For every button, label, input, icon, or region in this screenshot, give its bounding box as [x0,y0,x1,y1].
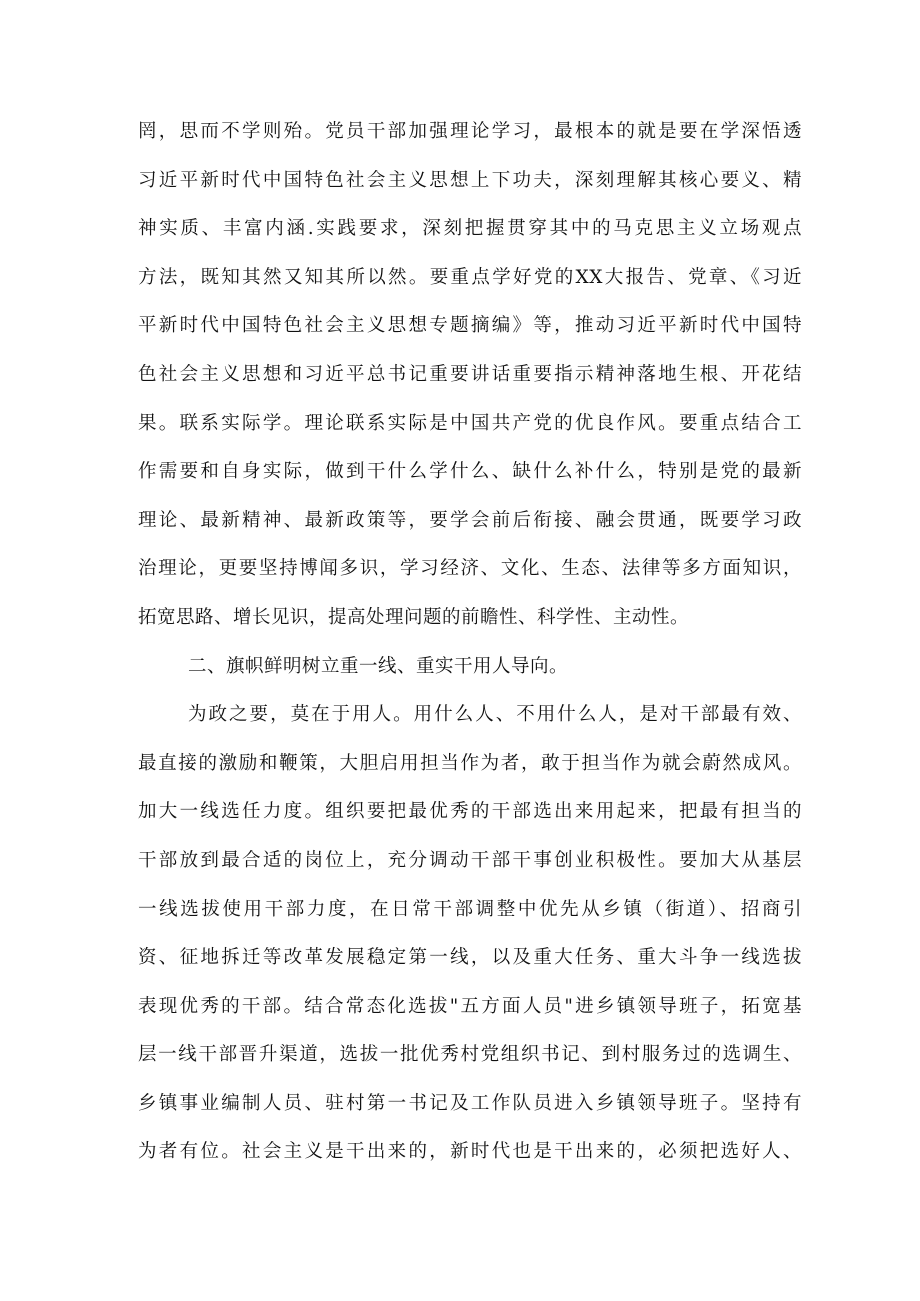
text-line: 干部放到最合适的岗位上，充分调动干部干事创业积极性。要加大从基层 [138,849,802,871]
text-line: 最直接的激励和鞭策，大胆启用担当作为者，敢于担当作为就会蔚然成风。 [138,752,802,774]
text-line: 表现优秀的干部。结合常态化选拔"五方面人员"进乡镇领导班子，拓宽基 [138,995,802,1017]
text-line: 层一线干部晋升渠道，选拔一批优秀村党组织书记、到村服务过的选调生、 [138,1044,802,1066]
text-line: 治理论，更要坚持博闻多识，学习经济、文化、生态、法律等多方面知识， [138,558,802,580]
text-line: 加大一线选任力度。组织要把最优秀的干部选出来用起来，把最有担当的 [138,801,802,823]
text-line: 理论、最新精神、最新政策等，要学会前后衔接、融会贯通，既要学习政 [138,509,802,531]
document-body [138,108,802,1177]
text-line: 罔，思而不学则殆。党员干部加强理论学习，最根本的就是要在学深悟透 [138,121,802,142]
text-line: 一线选拔使用干部力度，在日常干部调整中优先从乡镇（街道）、招商引 [138,898,802,920]
heading-line: 二、旗帜鲜明树立重一线、重实干用人导向。 [188,655,569,677]
text-line: 方法，既知其然又知其所以然。要重点学好党的XX大报告、党章、《习近 [138,266,802,288]
text-line: 平新时代中国特色社会主义思想专题摘编》等，推动习近平新时代中国特 [138,315,802,337]
text-line: 拓宽思路、增长见识，提高处理问题的前瞻性、科学性、主动性。 [138,606,690,628]
text-line: 乡镇事业编制人员、驻村第一书记及工作队员进入乡镇领导班子。坚持有 [138,1092,802,1114]
text-line: 为政之要，莫在于用人。用什么人、不用什么人，是对干部最有效、 [188,704,802,726]
text-line: 资、征地拆迁等改革发展稳定第一线，以及重大任务、重大斗争一线选拔 [138,947,802,969]
text-line: 作需要和自身实际，做到干什么学什么、缺什么补什么，特别是党的最新 [138,461,802,483]
paragraph-theory-study [138,108,802,643]
paragraph-personnel-selection [138,691,802,1177]
text-line: 果。联系实际学。理论联系实际是中国共产党的优良作风。要重点结合工 [138,412,802,434]
text-line: 习近平新时代中国特色社会主义思想上下功夫，深刻理解其核心要义、精 [138,169,802,191]
text-line: 为者有位。社会主义是干出来的，新时代也是干出来的，必须把选好人、 [138,1141,802,1163]
text-line: 色社会主义思想和习近平总书记重要讲话重要指示精神落地生根、开花结 [138,363,802,385]
text-line: 神实质、丰富内涵.实践要求，深刻把握贯穿其中的马克思主义立场观点 [138,218,802,240]
section-heading [138,643,802,692]
